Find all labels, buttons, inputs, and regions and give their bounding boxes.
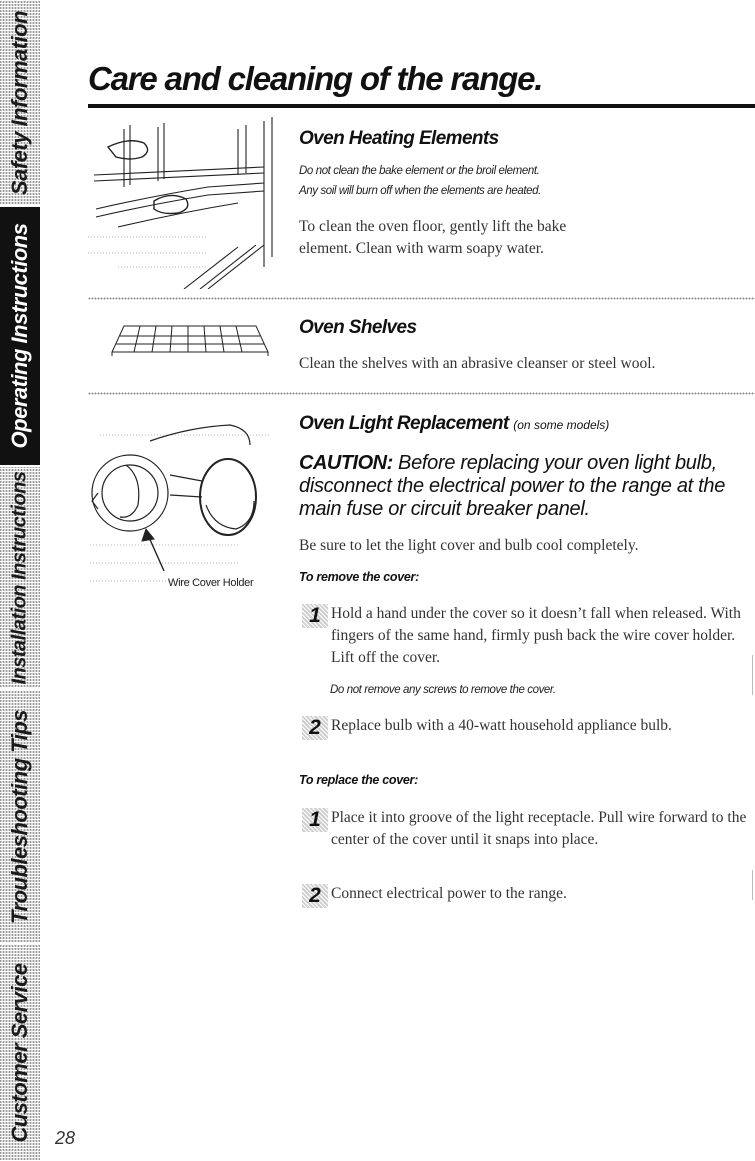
tab-operating-instructions[interactable] bbox=[0, 207, 40, 465]
caution-label: CAUTION: bbox=[299, 452, 393, 474]
edge-mark bbox=[752, 655, 753, 695]
heating-note-1: Do not clean the bake element or the broil element. bbox=[299, 165, 540, 177]
heating-body: To clean the oven floor, gently lift the bake element. Clean with warm soapy water. bbox=[299, 218, 567, 257]
remove-cover-note: Do not remove any screws to remove the cover. bbox=[330, 684, 556, 696]
page-title: Care and cleaning of the range. bbox=[88, 60, 543, 97]
caution-text: Before replacing your oven light bulb, disconnect the electrical power to the range at the main fuse or circuit breaker panel. bbox=[299, 452, 726, 520]
bake-element-illustration bbox=[88, 117, 278, 289]
tab-label: Operating Instructions bbox=[7, 223, 32, 449]
step-number-badge: 1 bbox=[302, 808, 328, 832]
oven-shelf-illustration bbox=[110, 322, 270, 358]
tab-installation-instructions[interactable] bbox=[0, 467, 40, 688]
step-text: Connect electrical power to the range. bbox=[331, 885, 567, 902]
tab-label: Customer Service bbox=[7, 963, 32, 1143]
step-number-badge: 1 bbox=[302, 604, 328, 628]
oven-light-heading-note: (on some models) bbox=[513, 418, 610, 432]
section-divider bbox=[88, 297, 755, 300]
section-heading-heating-elements: Oven Heating Elements bbox=[299, 128, 499, 149]
section-divider bbox=[88, 392, 755, 395]
wire-cover-holder-label: Wire Cover Holder bbox=[168, 577, 254, 589]
tab-troubleshooting-tips[interactable] bbox=[0, 690, 40, 943]
section-heading-oven-light bbox=[299, 413, 609, 435]
step-number-badge: 2 bbox=[302, 884, 328, 908]
step-text: Replace bulb with a 40-watt household appliance bulb. bbox=[331, 717, 672, 734]
step-number-badge: 2 bbox=[302, 716, 328, 740]
tab-safety-information[interactable] bbox=[0, 0, 40, 205]
tab-label: Safety Information bbox=[7, 10, 32, 195]
oven-light-illustration bbox=[90, 405, 280, 590]
tab-customer-service[interactable] bbox=[0, 945, 40, 1161]
light-intro: Be sure to let the light cover and bulb cool completely. bbox=[299, 537, 639, 554]
title-rule bbox=[88, 104, 755, 108]
shelves-body: Clean the shelves with an abrasive cleanser or steel wool. bbox=[299, 355, 656, 372]
page-number: 28 bbox=[55, 1128, 76, 1148]
oven-light-heading-text: Oven Light Replacement bbox=[299, 413, 509, 434]
tab-label: Installation Instructions bbox=[8, 470, 31, 685]
remove-cover-heading: To remove the cover: bbox=[299, 570, 419, 584]
sidebar-tabs bbox=[0, 0, 40, 1161]
caution-box bbox=[299, 452, 739, 521]
step-text: Hold a hand under the cover so it doesn’t fall when released. With fingers of the same hand, firmly push back the wire cover holder. Lift off the cover. bbox=[331, 605, 741, 666]
section-heading-oven-shelves: Oven Shelves bbox=[299, 317, 417, 338]
tab-label: Troubleshooting Tips bbox=[7, 709, 32, 924]
heating-note-2: Any soil will burn off when the elements are heated. bbox=[299, 185, 541, 197]
step-text: Place it into groove of the light receptacle. Pull wire forward to the center of the cover until it snaps into place. bbox=[331, 809, 747, 848]
replace-cover-heading: To replace the cover: bbox=[299, 773, 418, 787]
edge-mark bbox=[752, 870, 753, 900]
